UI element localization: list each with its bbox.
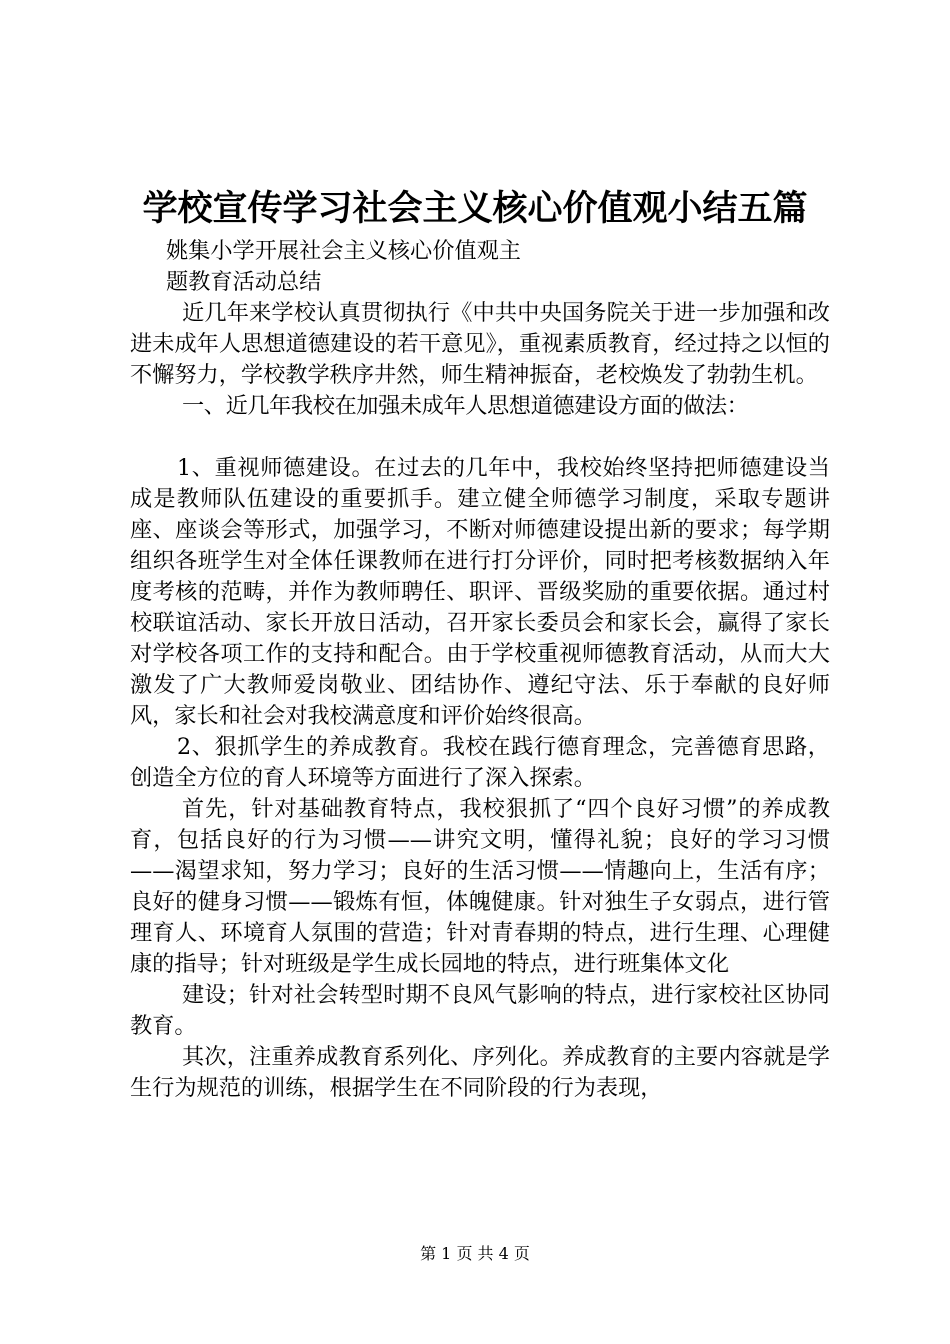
paragraph-habit-education: 2、狠抓学生的养成教育。我校在践行德育理念，完善德育思路，创造全方位的育人环境等方面进行了深入探索。 [130, 734, 830, 791]
paragraph-firstly: 首先，针对基础教育特点，我校狠抓了“四个良好习惯”的养成教育，包括良好的行为习惯——讲究文明，懂得礼貌；良好的学习习惯——渴望求知，努力学习；良好的生活习惯——情趣向上，生活有序；良好的健身习惯——锻炼有恒，体魄健康。针对独生子女弱点，进行管理育人、环境育人氛围的营造；针对青春期的特点，进行生理、心理健康的指导；针对班级是学生成长园地的特点，进行班集体文化 [130, 796, 830, 977]
document-title: 学校宣传学习社会主义核心价值观小结五篇 [142, 188, 808, 229]
page-number: 第 1 页 共 4 页 [420, 1244, 530, 1263]
subtitle-line-2: 题教育活动总结 [166, 269, 322, 295]
blank-line [130, 422, 830, 453]
paragraph-teacher-ethics: 1、重视师德建设。在过去的几年中，我校始终坚持把师德建设当成是教师队伍建设的重要抓手。建立健全师德学习制度，采取专题讲座、座谈会等形式，加强学习，不断对师德建设提出新的要求；每学期组织各班学生对全体任课教师在进行打分评价，同时把考核数据纳入年度考核的范畴，并作为教师聘任、职评、晋级奖励的重要依据。通过村校联谊活动、家长开放日活动，召开家长委员会和家长会，赢得了家长对学校各项工作的支持和配合。由于学校重视师德教育活动，从而大大激发了广大教师爱岗敬业、团结协作、遵纪守法、乐于奉献的良好师风，家长和社会对我校满意度和评价始终很高。 [130, 455, 830, 729]
intro-paragraph: 近几年来学校认真贯彻执行《中共中央国务院关于进一步加强和改进未成年人思想道德建设的若干意见》，重视素质教育，经过持之以恒的不懈努力，学校教学秩序井然，师生精神振奋，老校焕发了勃勃生机。 [130, 300, 830, 388]
document-body [130, 236, 830, 1104]
subtitle-line-1: 姚集小学开展社会主义核心价值观主 [166, 238, 521, 264]
section-heading: 一、近几年我校在加强未成年人思想道德建设方面的做法： [182, 393, 749, 419]
paragraph-secondly: 其次，注重养成教育系列化、序列化。养成教育的主要内容就是学生行为规范的训练，根据学生在不同阶段的行为表现， [130, 1044, 830, 1101]
paragraph-continuation: 建设；针对社会转型时期不良风气影响的特点，进行家校社区协同教育。 [130, 982, 830, 1039]
